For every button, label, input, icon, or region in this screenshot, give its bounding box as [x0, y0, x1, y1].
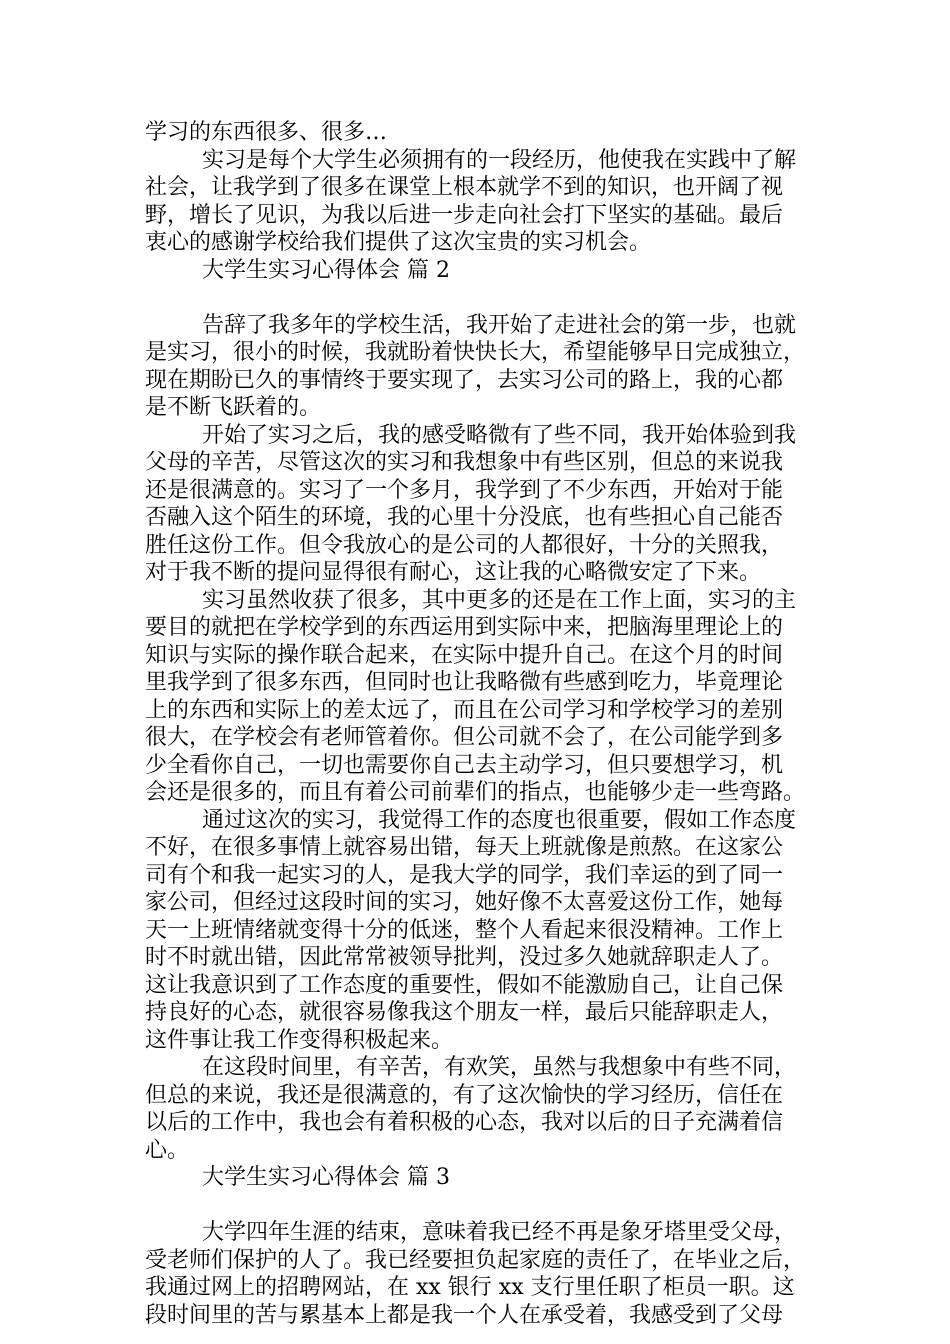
paragraph-line: 少全看你自己，一切也需要你自己去主动学习，但只要想学习，机 [145, 752, 784, 778]
paragraph-line: 实习虽然收获了很多，其中更多的还是在工作上面，实习的主 [202, 587, 797, 613]
paragraph-line: 野，增长了见识，为我以后进一步走向社会打下坚实的基础。最后 [145, 202, 784, 228]
paragraph-line: 很大，在学校会有老师管着你。但公司就不会了，在公司能学到多 [145, 725, 784, 750]
paragraph-line: 社会，让我学到了很多在课堂上根本就学不到的知识，也开阔了视 [145, 175, 784, 200]
paragraph-line: 这让我意识到了工作态度的重要性，假如不能激励自己，让自己保 [145, 972, 784, 998]
paragraph-line: 在这段时间里，有辛苦，有欢笑，虽然与我想象中有些不同， [202, 1055, 797, 1080]
blank-line [145, 1192, 805, 1220]
paragraph-line: 时不时就出错，因此常常被领导批判，没过多久她就辞职走人了。 [145, 945, 784, 970]
paragraph [145, 1054, 805, 1164]
paragraph-line: 司有个和我一起实习的人，是我大学的同学，我们幸运的到了同一 [145, 862, 784, 888]
paragraph-line: 父母的辛苦，尽管这次的实习和我想象中有些区别，但总的来说我 [145, 450, 784, 475]
document-page [145, 119, 805, 1329]
paragraph-line: 大学四年生涯的结束，意味着我已经不再是象牙塔里受父母， [202, 1220, 797, 1245]
section-heading [145, 257, 805, 285]
paragraph-line: 我通过网上的招聘网站，在 xx 银行 xx 支行里任职了柜员一职。这 [145, 1275, 795, 1300]
paragraph-line: 否融入这个陌生的环境，我的心里十分没底，也有些担心自己能否 [145, 505, 784, 530]
paragraph [145, 807, 805, 1055]
paragraph-line: 知识与实际的操作联合起来，在实际中提升自己。在这个月的时间 [145, 642, 784, 668]
paragraph-line: 段时间里的苦与累基本上都是我一个人在承受着，我感受到了父母 [145, 1302, 784, 1328]
paragraph-line: 通过这次的实习，我觉得工作的态度也很重要，假如工作态度 [202, 807, 797, 833]
paragraph-line: 不好，在很多事情上就容易出错，每天上班就像是煎熬。在这家公 [145, 835, 784, 860]
paragraph-line: 受老师们保护的人了。我已经要担负起家庭的责任了，在毕业之后， [145, 1247, 806, 1273]
paragraph-line: 会还是很多的，而且有着公司前辈们的指点，也能够少走一些弯路。 [145, 780, 806, 805]
paragraph-line: 衷心的感谢学校给我们提供了这次宝贵的实习机会。 [145, 230, 652, 255]
paragraph-line: 这件事让我工作变得积极起来。 [145, 1027, 454, 1053]
paragraph-line: 实习是每个大学生必须拥有的一段经历，他使我在实践中了解 [202, 147, 797, 173]
paragraph-line: 但总的来说，我还是很满意的，有了这次愉快的学习经历，信任在 [145, 1082, 784, 1108]
paragraph-line: 对于我不断的提问显得很有耐心，这让我的心略微安定了下来。 [145, 560, 762, 585]
paragraph-line: 学习的东西很多、很多… [145, 120, 388, 145]
heading-text: 大学生实习心得体会 篇 2 [202, 257, 450, 283]
section-heading [145, 1164, 805, 1192]
paragraph-line: 是实习，很小的时候，我就盼着快快长大，希望能够早日完成独立， [145, 340, 806, 365]
paragraph [145, 119, 805, 147]
paragraph-line: 现在期盼已久的事情终于要实现了，去实习公司的路上，我的心都 [145, 367, 784, 393]
paragraph [145, 587, 805, 807]
paragraph-line: 家公司，但经过这段时间的实习，她好像不太喜爱这份工作，她每 [145, 890, 784, 915]
paragraph-line: 以后的工作中，我也会有着积极的心态，我对以后的日子充满着信 [145, 1110, 784, 1135]
paragraph [145, 312, 805, 422]
heading-text: 大学生实习心得体会 篇 3 [202, 1165, 450, 1190]
paragraph [145, 1219, 805, 1329]
paragraph-line: 要目的就把在学校学到的东西运用到实际中来，把脑海里理论上的 [145, 615, 784, 640]
paragraph [145, 147, 805, 257]
paragraph [145, 422, 805, 587]
paragraph-line: 心。 [145, 1137, 190, 1163]
paragraph-line: 里我学到了很多东西，但同时也让我略微有些感到吃力，毕竟理论 [145, 670, 784, 695]
paragraph-line: 持良好的心态，就很容易像我这个朋友一样，最后只能辞职走人， [145, 1000, 784, 1025]
paragraph-line: 还是很满意的。实习了一个多月，我学到了不少东西，开始对于能 [145, 477, 784, 503]
paragraph-line: 天一上班情绪就变得十分的低迷，整个人看起来很没精神。工作上 [145, 917, 784, 943]
blank-line [145, 284, 805, 312]
paragraph-line: 告辞了我多年的学校生活，我开始了走进社会的第一步，也就 [202, 312, 797, 338]
paragraph-line: 是不断飞跃着的。 [145, 395, 322, 420]
paragraph-line: 胜任这份工作。但令我放心的是公司的人都很好，十分的关照我， [145, 532, 784, 558]
paragraph-line: 开始了实习之后，我的感受略微有了些不同，我开始体验到我 [202, 422, 797, 448]
paragraph-line: 上的东西和实际上的差太远了，而且在公司学习和学校学习的差别 [145, 697, 784, 723]
